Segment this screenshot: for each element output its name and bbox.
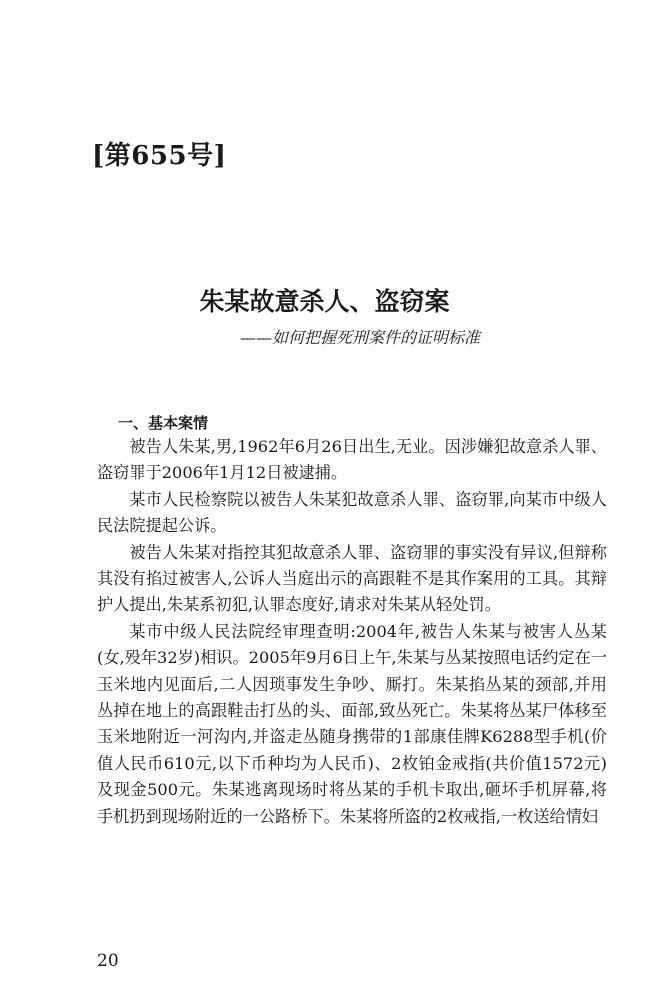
- page-number: 20: [97, 951, 119, 971]
- paragraph-3: 被告人朱某对指控其犯故意杀人罪、盗窃罪的事实没有异议,但辩称其没有掐过被害人,公诉人当庭出示的高跟鞋不是其作案用的工具。其辩护人提出,朱某系初犯,认罪态度好,请求对朱某从轻处罚。: [97, 542, 607, 615]
- case-title: 朱某故意杀人、盗窃案: [199, 287, 450, 316]
- paragraph-1: 被告人朱某,男,1962年6月26日出生,无业。因涉嫌犯故意杀人罪、盗窃罪于2006年1月12日被逮捕。: [97, 437, 607, 483]
- paragraph-2: 某市人民检察院以被告人朱某犯故意杀人罪、盗窃罪,向某市中级人民法院提起公诉。: [97, 489, 607, 536]
- section-heading: 一、基本案情: [118, 414, 209, 432]
- paragraph-4: 某市中级人民法院经审理查明:2004年,被告人朱某与被害人丛某(女,殁年32岁)相识。2005年9月6日上午,朱某与丛某按照电话约定在一玉米地内见面后,二人因琐事发生争吵、厮打。朱某掐丛某的颈部,并用丛掉在地上的高跟鞋击打丛的头、面部,致丛死亡。朱某将丛某尸体移至玉米地附近一河沟内,并盗走丛随身携带的1部康佳牌K6288型手机(价值人民币610元,以下币种均为人民币)、2枚铂金戒指(共价值1572元)及现金500元。朱某逃离现场时将丛某的手机卡取出,砸坏手机屏幕,将手机扔到现场附近的一公路桥下。朱某将所盗的2枚戒指,一枚送给情妇: [97, 621, 607, 826]
- case-number: [第655号]: [92, 141, 227, 171]
- case-subtitle: ——如何把握死刑案件的证明标准: [240, 328, 481, 347]
- body-text: [97, 434, 607, 830]
